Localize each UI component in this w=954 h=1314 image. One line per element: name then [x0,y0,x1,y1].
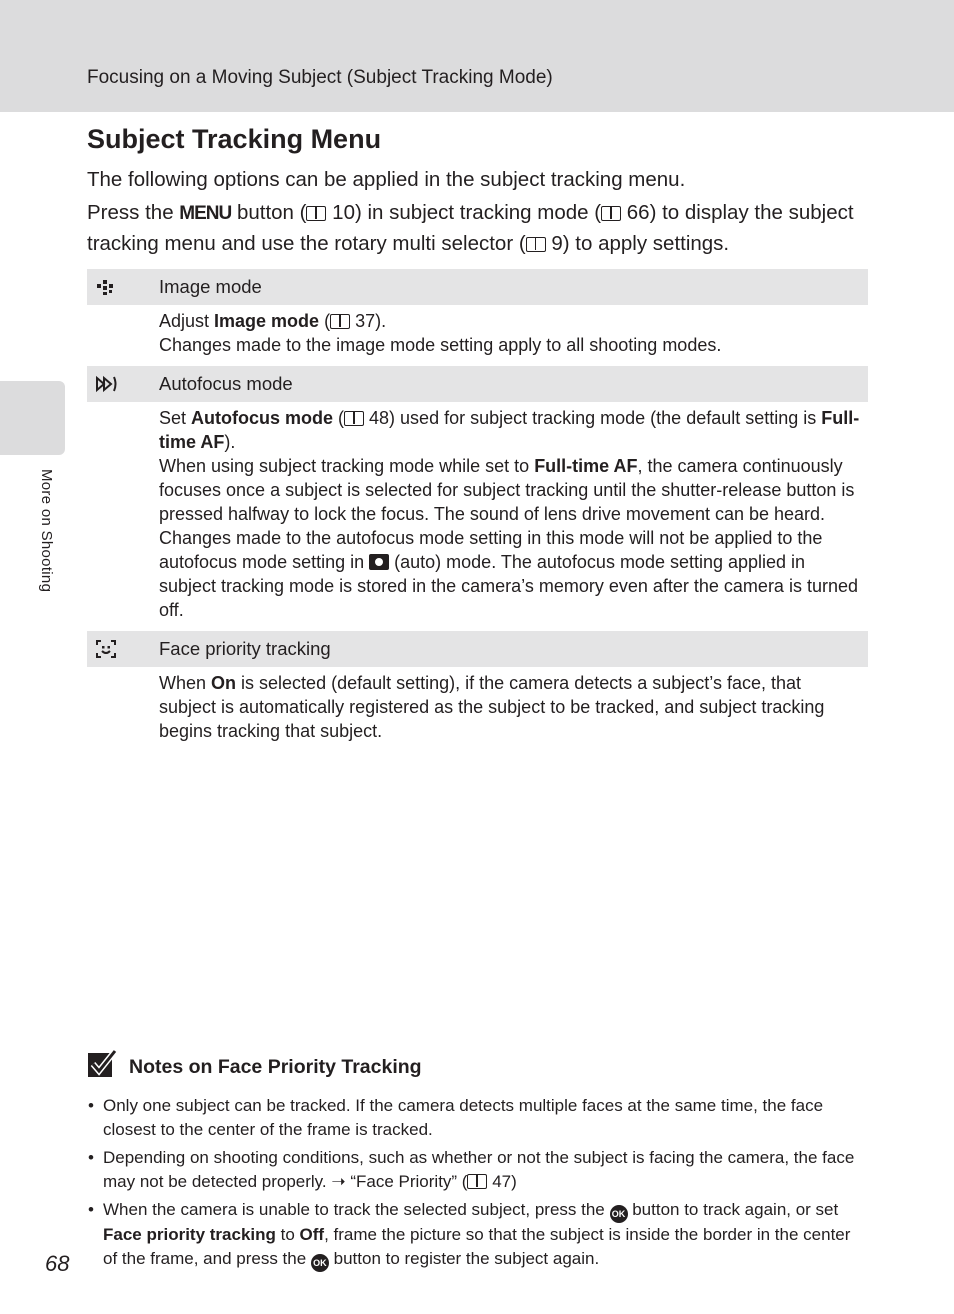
description-line: Changes made to the image mode setting apply to all shooting modes. [159,335,722,355]
list-item [87,1198,867,1272]
text-run: button to track again, or set [627,1200,839,1219]
face-priority-icon [87,639,159,659]
book-reference-icon [330,314,350,329]
intro-text [87,165,887,262]
bold-term: Full-time AF [159,408,860,452]
bold-term: Face priority tracking [103,1225,276,1244]
menu-row-label: Face priority tracking [159,638,331,659]
book-reference-icon [344,411,364,426]
menu-button-icon: MENU [179,203,232,224]
text-run: , frame the picture so that the subject is inside the border in the center of the frame, and press the [103,1225,851,1268]
text-run: “Face Priority” ( [345,1172,468,1191]
camera-auto-mode-icon [369,554,389,570]
text-run: (auto) mode. The autofocus mode setting applied in subject tracking mode is stored in the camera’s memory even after the camera is turned off. [159,552,858,620]
side-tab [0,381,65,455]
notes-heading [87,1050,867,1084]
bold-term: Autofocus mode [191,408,334,428]
description-paragraph [159,454,860,526]
menu-row-label: Autofocus mode [159,373,293,394]
text-run: button to register the subject again. [328,1249,600,1268]
menu-row-description [87,402,868,631]
text-run: 37). [350,311,387,331]
menu-row-description [87,305,868,366]
intro-text-ref3: 9) to apply settings. [545,232,730,255]
text-run: , the camera continuously focuses once a subject is selected for subject tracking until the shutter-release button is pressed halfway to lock the focus. The sound of lens drive movement can be heard. [159,456,855,524]
intro-text-ref2: 66) to display the subject tracking menu and use the rotary multi selector ( [87,201,854,255]
menu-row-label: Image mode [159,276,262,297]
running-header: Focusing on a Moving Subject (Subject Tracking Mode) [87,67,553,88]
intro-paragraph-1: The following options can be applied in the subject tracking menu. [87,168,686,191]
text-run: When [159,673,212,693]
intro-paragraph-2 [87,198,887,259]
arrow-icon: ➝ [331,1172,346,1191]
page-title: Subject Tracking Menu [87,124,382,154]
text-run: Changes made to the autofocus mode setting in this mode will not be applied to the autofocus mode setting in [159,528,823,572]
book-reference-icon [306,206,326,221]
intro-text-a: Press the [87,201,180,224]
menu-row-autofocus-mode [87,366,868,402]
ok-button-icon: OK [311,1254,329,1272]
text-run: 48) used for subject tracking mode (the default setting is [364,408,822,428]
text-run: 47) [487,1172,517,1191]
text-run: ). [224,432,236,452]
book-reference-icon [526,237,546,252]
menu-row-face-priority-tracking [87,631,868,667]
intro-text-b: button ( [231,201,307,224]
text-run: Depending on shooting conditions, such as whether or not the subject is facing the camera, the face may not be detected properly. [103,1148,855,1191]
text-run: Set [159,408,192,428]
description-paragraph [159,671,860,743]
notes-title: Notes on Face Priority Tracking [129,1055,422,1078]
text-run: Adjust [159,311,215,331]
text-run: is selected (default setting), if the camera detects a subject’s face, that subject is automatically registered as the subject to be tracked, and subject tracking begins tracking that subject. [159,673,825,741]
text-run: ( [319,311,331,331]
ok-button-icon: OK [610,1205,628,1223]
image-mode-icon [87,277,159,297]
menu-options-table [87,269,868,752]
text-run: When the camera is unable to track the selected subject, press the [103,1200,610,1219]
bold-term: Full-time AF [534,456,638,476]
bold-term: Image mode [214,311,320,331]
page-number: 68 [45,1251,70,1276]
autofocus-mode-icon [87,374,159,394]
list-item [87,1146,867,1194]
intro-text-ref1: 10) in subject tracking mode ( [326,201,602,224]
bold-term: Off [299,1225,325,1244]
text-run: ( [333,408,345,428]
book-reference-icon [467,1174,487,1189]
notes-box [87,1050,867,1276]
checkmark-icon [87,1050,117,1084]
text-run: to [275,1225,300,1244]
menu-row-description [87,667,868,752]
description-paragraph [159,526,860,622]
side-tab-label: More on Shooting [38,469,55,593]
text-run: When using subject tracking mode while set to [159,456,535,476]
book-reference-icon [601,206,621,221]
notes-list [87,1094,867,1272]
description-line [159,309,860,333]
description-paragraph [159,406,860,454]
menu-row-image-mode [87,269,868,305]
list-item: • Only one subject can be tracked. If the camera detects multiple faces at the same time, the face closest to the center of the frame is tracked. [87,1094,867,1142]
bold-term: On [211,673,237,693]
header-band [0,0,954,112]
